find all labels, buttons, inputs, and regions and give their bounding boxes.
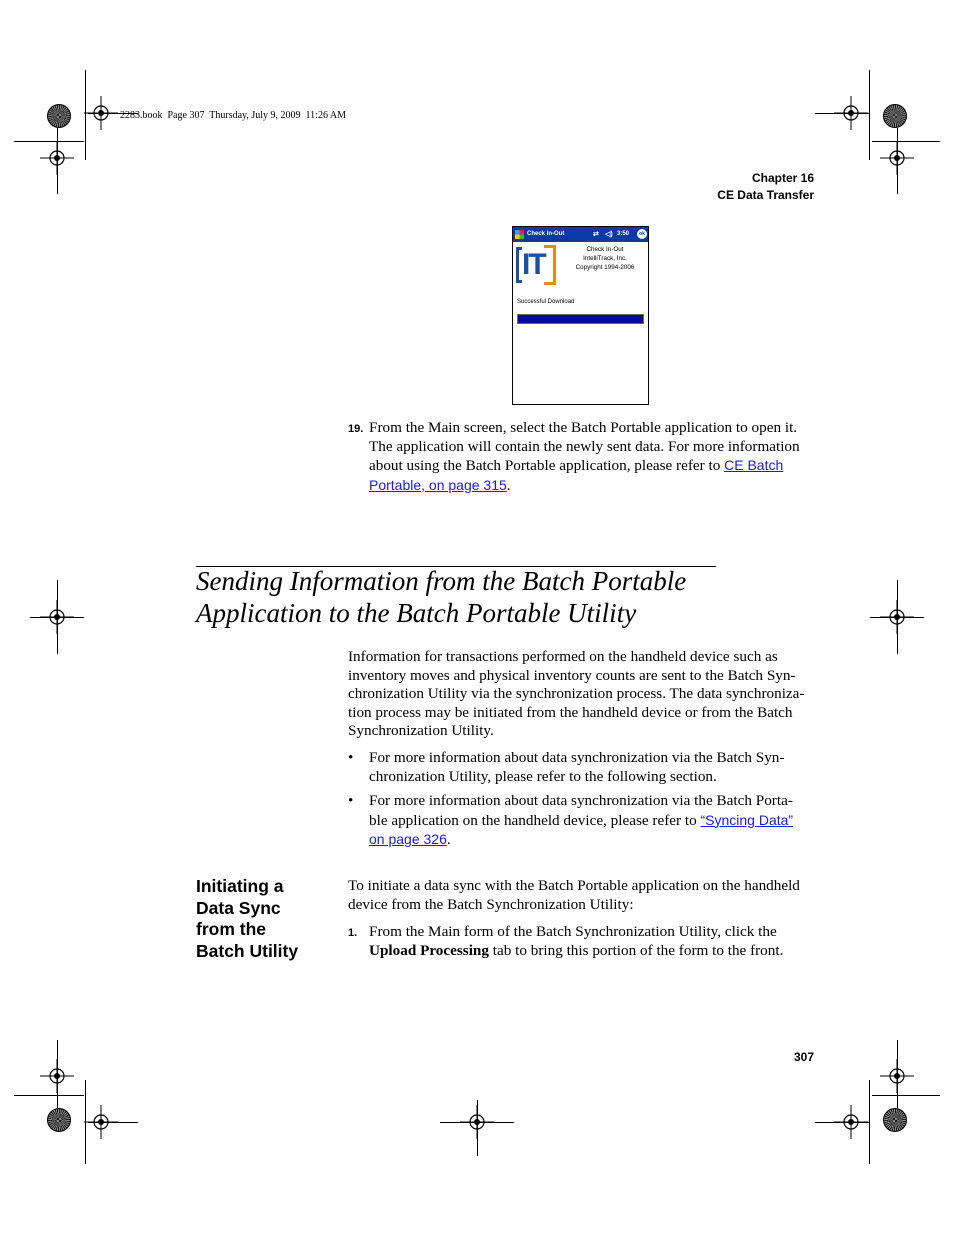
registration-target-icon [880,1059,914,1093]
device-screenshot [512,226,649,405]
device-title: Check In-Out [527,231,565,237]
registration-target-icon [834,96,868,130]
step-number: 1. [348,927,358,939]
registration-target-icon [40,1059,74,1093]
registration-target-icon [834,1105,868,1139]
intellitrack-logo: IT [516,245,556,285]
registration-rosette-icon [883,1108,907,1132]
registration-rosette-icon [883,104,907,128]
print-slug: 2283.book Page 307 Thursday, July 9, 2009 11:26 AM [120,110,347,121]
cross-reference-link[interactable]: on page 326 [369,831,447,848]
bullet-item: For more information about data synchronization via the Batch Syn- chronization Utility, please refer to the following section. [369,749,785,785]
bullet-item: For more information about data synchronization via the Batch Porta- ble application on the handheld device, please refer to “Syncing Data” on page 326. [369,792,794,849]
registration-target-icon [880,600,914,634]
sync-intro: To initiate a data sync with the Batch Portable application on the handheld device from the Batch Synchronization Utility: [348,877,800,913]
registration-target-icon [40,600,74,634]
cross-reference-link[interactable]: CE Batch [724,457,784,474]
cross-reference-link[interactable]: “Syncing Data” [700,811,794,828]
intro-paragraph: Information for transactions performed on the handheld device such as inventory moves and physical inventory counts are sent to the Batch Syn- chronization Utility via the synchronization process. The data synchroniza- tion process may be initiated from the handheld device or from the Batch Synchronization Utility. [348,648,805,740]
volume-icon: ◁) [605,231,613,238]
device-clock: 3:50 [617,231,630,237]
step-19-text: From the Main screen, select the Batch Portable application to open it. The application will contain the newly sent data. For more information about using the Batch Portable application, please refer to CE Batch Portable, on page 315. [369,419,800,494]
connectivity-icon: ⇄ [593,231,599,238]
device-ok-button[interactable]: ok [637,229,647,239]
registration-rosette-icon [47,1108,71,1132]
registration-rosette-icon [47,104,71,128]
running-header-chapter: Chapter 16 [751,171,814,185]
registration-target-icon [84,96,118,130]
download-progress-bar [517,314,644,324]
windows-start-icon [515,230,524,239]
bullet-marker: • [348,749,354,766]
page-number: 307 [793,1050,814,1064]
device-titlebar [513,227,648,242]
cross-reference-link[interactable]: Portable, on page 315 [369,476,507,493]
section-heading: Sending Information from the Batch Portable Application to the Batch Portable Utility [196,566,687,628]
running-header-section: CE Data Transfer [717,188,814,202]
ui-term-upload-processing: Upload Processing [369,941,489,959]
download-status: Successful Download [517,299,575,305]
registration-target-icon [84,1105,118,1139]
download-progress-fill [518,315,643,323]
registration-target-icon [880,141,914,175]
step-number: 19. [348,423,364,435]
subsection-heading: Initiating a Data Sync from the Batch Utility [196,876,299,961]
registration-target-icon [460,1105,494,1139]
step-1-text: From the Main form of the Batch Synchronization Utility, click the Upload Processing tab to bring this portion of the form to the front. [369,923,784,959]
registration-target-icon [40,141,74,175]
bullet-marker: • [348,792,354,809]
app-info: Check In-Out IntelliTrack, Inc. Copyright 1994-2006 [575,246,635,271]
